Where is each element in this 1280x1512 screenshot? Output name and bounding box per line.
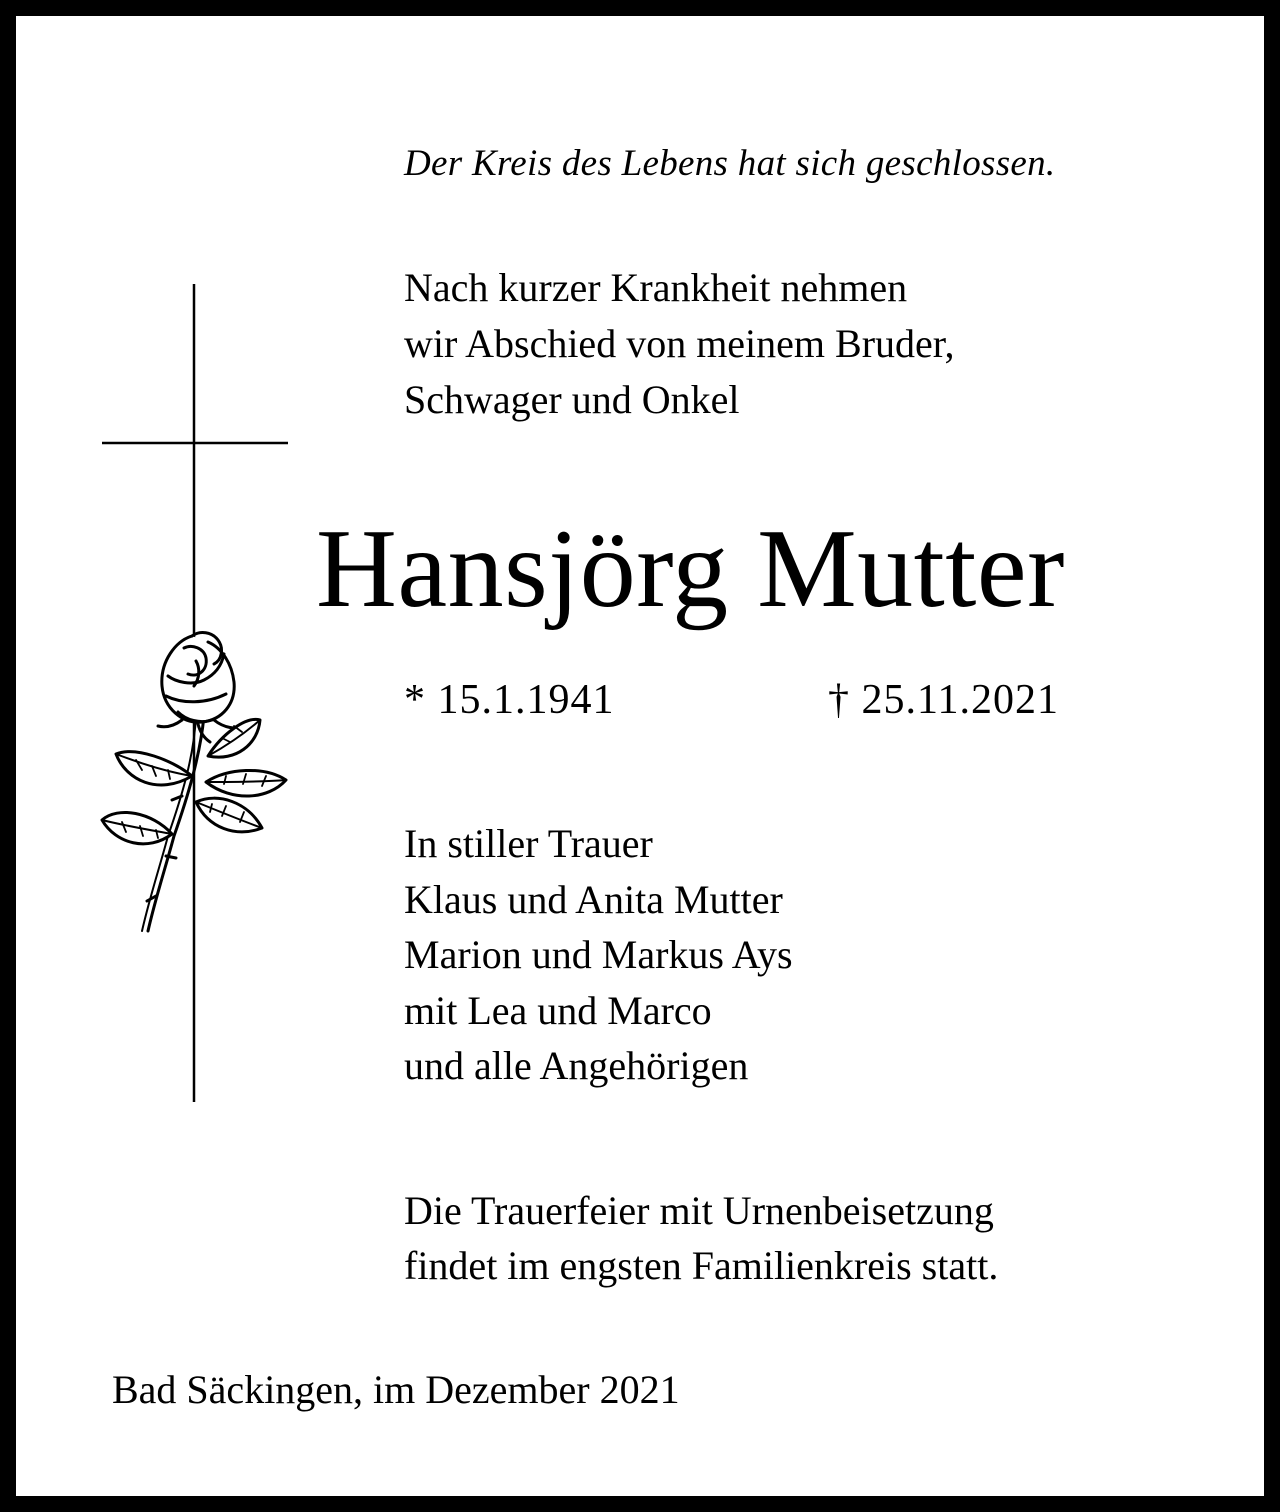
mourners-list [404,816,793,1094]
intro-line: Nach kurzer Krankheit nehmen [404,265,908,310]
motto: Der Kreis des Lebens hat sich geschlossen. [404,143,1056,184]
service-line: findet im engsten Familienkreis statt. [404,1243,999,1288]
mourner-line: Klaus und Anita Mutter [404,876,783,922]
place-and-date: Bad Säckingen, im Dezember 2021 [112,1367,680,1412]
mourner-line: und alle Angehörigen [404,1043,749,1088]
mourner-line: In stiller Trauer [404,821,653,866]
cross-with-rose-icon [96,276,296,1106]
birth-date: * 15.1.1941 [404,677,615,723]
intro-line: Schwager und Onkel [404,377,740,422]
mourner-line: mit Lea und Marco [404,987,712,1033]
intro-text [404,260,955,428]
death-date: † 25.11.2021 [828,677,1059,723]
deceased-name: Hansjörg Mutter [316,507,1065,631]
service-notice [404,1183,998,1293]
mourner-line: Marion und Markus Ays [404,932,793,977]
intro-line: wir Abschied von meinem Bruder, [404,321,955,366]
service-line: Die Trauerfeier mit Urnenbeisetzung [404,1188,994,1233]
